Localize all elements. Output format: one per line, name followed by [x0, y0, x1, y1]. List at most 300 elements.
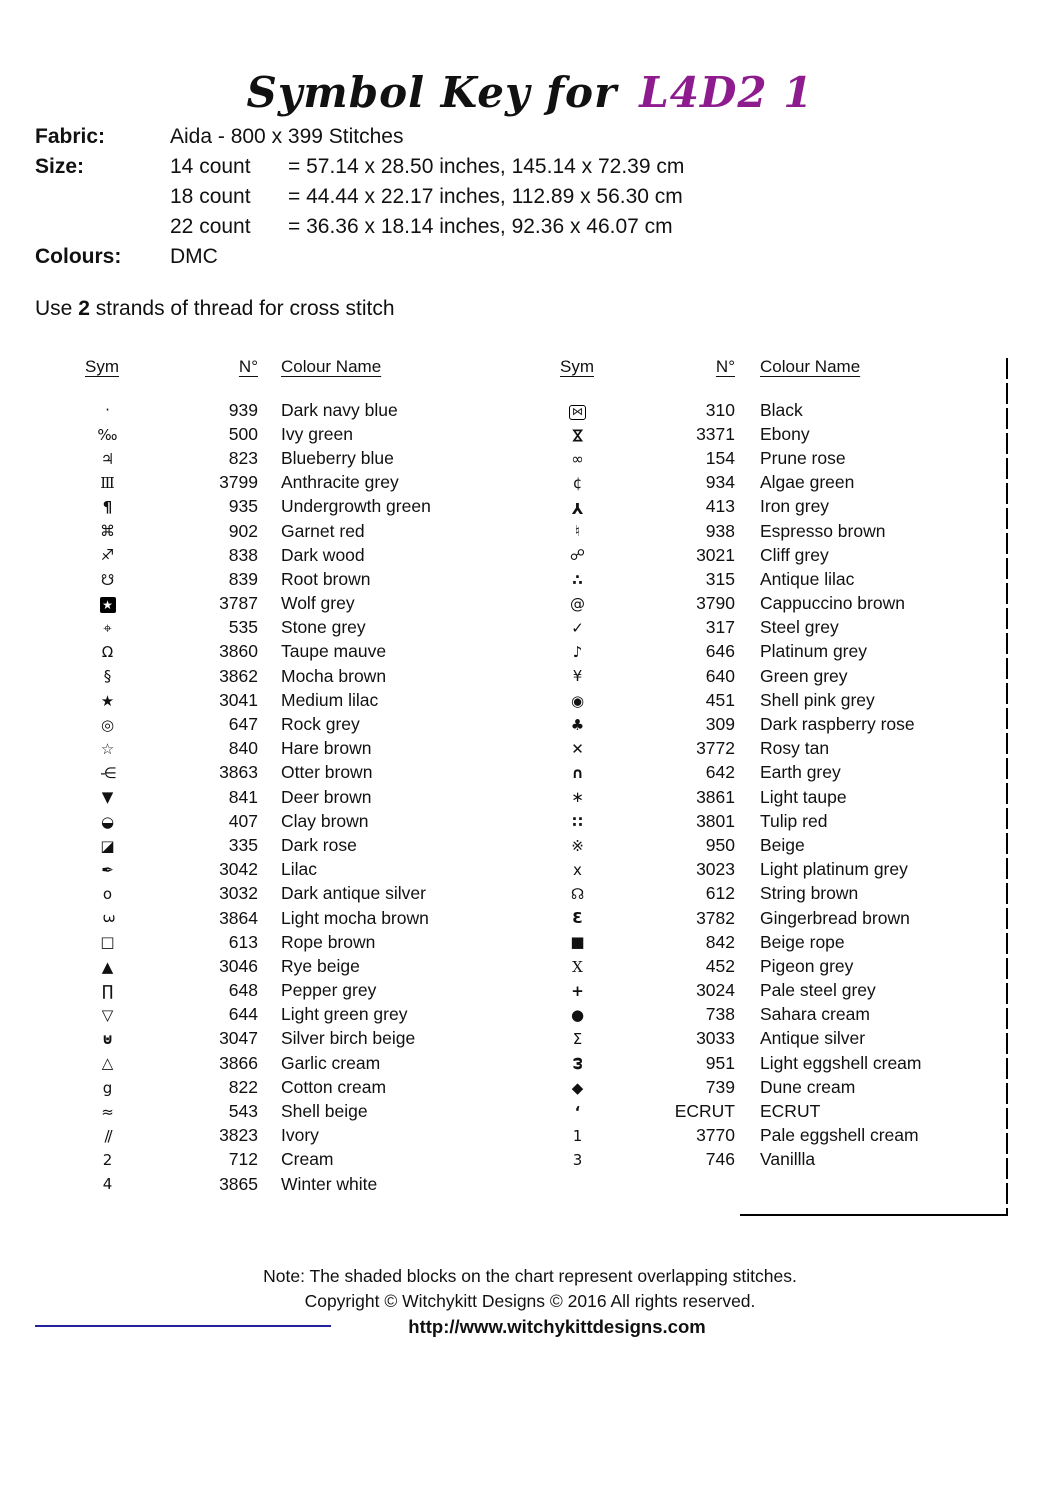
colour-name: Gingerbread brown — [760, 907, 910, 928]
dmc-number: 3862 — [219, 665, 258, 686]
size-row — [35, 212, 684, 242]
header-number: N° — [715, 357, 735, 376]
table-row — [75, 422, 520, 446]
table-row — [75, 833, 520, 857]
colour-name: Blueberry blue — [281, 447, 394, 468]
dmc-number: 646 — [705, 641, 735, 662]
header-sym: Sym — [85, 357, 119, 376]
dmc-number: 938 — [705, 520, 735, 541]
table-row — [550, 1124, 1020, 1148]
table-row — [75, 1003, 520, 1027]
colour-name: Ivory — [281, 1125, 319, 1146]
dmc-number: 3371 — [696, 423, 735, 444]
colour-name: Winter white — [281, 1173, 378, 1194]
dmc-number: 640 — [705, 665, 735, 686]
table-row — [550, 1099, 1020, 1123]
dmc-number: 3866 — [219, 1052, 258, 1073]
header-colour-name: Colour Name — [281, 357, 382, 376]
symbol-glyph: ☆ — [100, 739, 115, 758]
table-row — [75, 1027, 520, 1051]
table-row — [75, 954, 520, 978]
pattern-info — [35, 122, 684, 272]
page-title — [0, 68, 1060, 117]
dmc-number: 823 — [228, 447, 258, 468]
colour-name: Deer brown — [281, 786, 372, 807]
table-row — [550, 1027, 1020, 1051]
table-row — [75, 446, 520, 470]
table-row — [75, 495, 520, 519]
symbol-glyph: o — [102, 885, 113, 904]
symbol-glyph: ■ — [570, 933, 585, 952]
table-row — [75, 712, 520, 736]
symbol-glyph: ※ — [571, 836, 584, 855]
table-row — [75, 737, 520, 761]
dmc-number: 3782 — [696, 907, 735, 928]
dmc-number: 500 — [228, 423, 258, 444]
table-row — [75, 398, 520, 422]
symbol-glyph: ● — [570, 1006, 585, 1025]
table-header — [75, 355, 520, 379]
dmc-number: 839 — [228, 568, 258, 589]
symbol-glyph: ✓ — [571, 619, 584, 638]
dmc-number: 3046 — [219, 955, 258, 976]
table-row — [75, 592, 520, 616]
symbol-glyph: Ⅲ — [100, 473, 115, 492]
colour-name: Cappuccino brown — [760, 593, 905, 614]
symbol-glyph: ✒ — [101, 860, 114, 879]
symbol-glyph: 3 — [98, 914, 117, 924]
colour-name: Clay brown — [281, 810, 369, 831]
colour-name: Light taupe — [760, 786, 847, 807]
dmc-number: 3787 — [219, 593, 258, 614]
symbol-glyph: § — [103, 667, 112, 686]
colour-name: Root brown — [281, 568, 371, 589]
table-row — [75, 858, 520, 882]
size-dims: = 36.36 x 18.14 inches, 92.36 x 46.07 cm — [288, 215, 673, 238]
symbol-glyph: ⌖ — [103, 619, 112, 638]
size-dims: = 44.44 x 22.17 inches, 112.89 x 56.30 cm — [288, 185, 683, 208]
symbol-glyph: ◆ — [571, 1078, 584, 1097]
colour-name: Hare brown — [281, 738, 372, 759]
key-table-left — [75, 355, 520, 1196]
dmc-number: 310 — [705, 399, 735, 420]
symbol-glyph: ∴ — [572, 570, 583, 589]
table-row — [550, 954, 1020, 978]
table-row — [75, 930, 520, 954]
dmc-number: 739 — [705, 1076, 735, 1097]
symbol-glyph: ∩ — [571, 764, 584, 783]
symbol-glyph: X — [572, 957, 583, 976]
colour-name: Algae green — [760, 472, 855, 493]
fabric-label: Fabric: — [35, 125, 106, 148]
symbol-glyph: ≈ — [101, 1102, 114, 1121]
table-row — [550, 785, 1020, 809]
table-row — [550, 1075, 1020, 1099]
colour-name: Black — [760, 399, 803, 420]
symbol-glyph: ⊍ — [101, 1030, 114, 1049]
colour-name: Cliff grey — [760, 544, 829, 565]
table-frame-bottom-border — [740, 1214, 1007, 1216]
symbol-glyph: ⌘ — [100, 522, 115, 541]
colour-name: Rock grey — [281, 714, 360, 735]
symbol-glyph: ♪ — [572, 643, 583, 662]
strands-count: 2 — [78, 297, 90, 320]
colour-name: Dark antique silver — [281, 883, 426, 904]
table-row — [550, 567, 1020, 591]
fabric-row — [35, 122, 684, 152]
table-header — [550, 355, 1020, 379]
colour-name: Dark navy blue — [281, 399, 398, 420]
colour-name: Rosy tan — [760, 738, 830, 759]
size-dims: = 57.14 x 28.50 inches, 145.14 x 72.39 cm — [288, 155, 685, 178]
colour-name: Ebony — [760, 423, 810, 444]
symbol-glyph: ‰ — [97, 425, 118, 444]
table-row — [75, 543, 520, 567]
dmc-number: 3021 — [696, 544, 735, 565]
size-row — [35, 152, 684, 182]
colour-name: Garnet red — [281, 520, 365, 541]
colour-name: Silver birch beige — [281, 1028, 416, 1049]
colour-name: Sahara cream — [760, 1004, 870, 1025]
dmc-number: 154 — [705, 447, 735, 468]
table-row — [75, 1075, 520, 1099]
dmc-number: 3042 — [219, 859, 258, 880]
dmc-number: 935 — [228, 496, 258, 517]
colour-name: Undergrowth green — [281, 496, 431, 517]
strands-pre: Use — [35, 297, 73, 320]
table-row — [550, 737, 1020, 761]
size-line — [170, 152, 684, 182]
symbol-glyph: // — [104, 1126, 111, 1145]
symbol-glyph: Ɛ — [572, 909, 583, 928]
dmc-number: 934 — [705, 472, 735, 493]
symbol-glyph: ♣ — [570, 715, 585, 734]
dmc-number: 3865 — [219, 1173, 258, 1194]
website-url[interactable]: http://www.witchykittdesigns.com — [408, 1316, 706, 1337]
colours-label: Colours: — [35, 245, 122, 268]
table-row — [75, 1148, 520, 1172]
colour-name: Dark rose — [281, 834, 357, 855]
key-table-right — [550, 355, 1020, 1172]
dmc-number: 3041 — [219, 689, 258, 710]
size-line — [170, 212, 684, 242]
symbol-glyph: ☍ — [569, 546, 586, 565]
colour-name: Light eggshell cream — [760, 1052, 922, 1073]
symbol-glyph: 4 — [102, 1175, 113, 1194]
table-row — [550, 858, 1020, 882]
table-row — [75, 882, 520, 906]
colour-name: Taupe mauve — [281, 641, 387, 662]
colour-name: Espresso brown — [760, 520, 886, 541]
table-row — [550, 592, 1020, 616]
dmc-number: 413 — [705, 496, 735, 517]
symbol-glyph: ¶ — [102, 498, 113, 517]
table-row — [550, 446, 1020, 470]
colour-name: Otter brown — [281, 762, 373, 783]
table-row — [550, 1003, 1020, 1027]
strands-note — [35, 297, 395, 321]
dmc-number: 3047 — [219, 1028, 258, 1049]
symbol-glyph: @ — [570, 594, 585, 613]
symbol-glyph: x — [573, 860, 582, 879]
dmc-number: 838 — [228, 544, 258, 565]
colour-name: Light green grey — [281, 1004, 408, 1025]
table-row — [550, 1148, 1020, 1172]
symbol-glyph: g — [102, 1078, 113, 1097]
table-row — [75, 1051, 520, 1075]
shading-note: Note: The shaded blocks on the chart represent overlapping stitches. — [263, 1266, 797, 1286]
dmc-number: 451 — [705, 689, 735, 710]
colours-row — [35, 242, 684, 272]
symbol-glyph: ♐ — [100, 546, 115, 565]
dmc-number: 939 — [228, 399, 258, 420]
table-row — [75, 785, 520, 809]
table-row — [550, 906, 1020, 930]
dmc-number: 3033 — [696, 1028, 735, 1049]
table-row — [75, 664, 520, 688]
colour-name: Anthracite grey — [281, 472, 399, 493]
table-row — [75, 809, 520, 833]
table-row — [75, 640, 520, 664]
table-row — [550, 616, 1020, 640]
table-row — [550, 979, 1020, 1003]
symbol-glyph: ▲ — [101, 957, 114, 976]
dmc-number: 3799 — [219, 472, 258, 493]
symbol-glyph: ⋈ — [569, 427, 587, 443]
colour-name: Iron grey — [760, 496, 830, 517]
table-row — [550, 543, 1020, 567]
table-row — [550, 471, 1020, 495]
dmc-number: 3024 — [696, 980, 735, 1001]
dmc-number: 3772 — [696, 738, 735, 759]
dmc-number: 3023 — [696, 859, 735, 880]
size-row — [35, 182, 684, 212]
dmc-number: 3032 — [219, 883, 258, 904]
size-count: 14 count — [170, 155, 251, 178]
strands-post: strands of thread for cross stitch — [95, 297, 395, 320]
dmc-number: 950 — [705, 834, 735, 855]
table-row — [550, 1051, 1020, 1075]
dmc-number: 3861 — [696, 786, 735, 807]
symbol-glyph: ◒ — [100, 812, 115, 831]
symbol-glyph: ♮ — [574, 522, 581, 541]
symbol-glyph: ¥ — [572, 667, 583, 686]
dmc-number: 335 — [228, 834, 258, 855]
dmc-number: 3864 — [219, 907, 258, 928]
table-row — [75, 471, 520, 495]
dmc-number: 613 — [228, 931, 258, 952]
dmc-number: 842 — [705, 931, 735, 952]
dmc-number: 3770 — [696, 1125, 735, 1146]
symbol-glyph: ‘ — [574, 1102, 581, 1121]
title-name: L4D2 1 — [639, 68, 814, 117]
dmc-number: 3801 — [696, 810, 735, 831]
colour-name: Tulip red — [760, 810, 828, 831]
dmc-number: 309 — [705, 714, 735, 735]
symbol-glyph: 3 — [572, 1151, 583, 1170]
colour-name: Pepper grey — [281, 980, 377, 1001]
key-table-right-body — [550, 398, 1020, 1172]
colour-name: Steel grey — [760, 617, 839, 638]
symbol-glyph: ◎ — [100, 715, 115, 734]
colour-name: Prune rose — [760, 447, 846, 468]
symbol-glyph: ☊ — [570, 885, 585, 904]
colour-name: Vanillla — [760, 1149, 816, 1170]
colour-name: Light platinum grey — [760, 859, 908, 880]
colour-name: Dark raspberry rose — [760, 714, 915, 735]
dmc-number: 535 — [228, 617, 258, 638]
size-line — [170, 182, 684, 212]
table-row — [550, 422, 1020, 446]
table-row — [550, 398, 1020, 422]
colour-name: Platinum grey — [760, 641, 867, 662]
dmc-number: 648 — [228, 980, 258, 1001]
colour-name: Antique silver — [760, 1028, 866, 1049]
dmc-number: 315 — [705, 568, 735, 589]
table-row — [75, 979, 520, 1003]
table-row — [550, 761, 1020, 785]
table-frame-right-border — [1006, 358, 1008, 1216]
table-row — [550, 688, 1020, 712]
colour-name: Rope brown — [281, 931, 376, 952]
dmc-number: 3863 — [219, 762, 258, 783]
dmc-number: 317 — [705, 617, 735, 638]
colour-name: Cream — [281, 1149, 334, 1170]
colour-name: Shell pink grey — [760, 689, 875, 710]
symbol-glyph: ◪ — [100, 836, 115, 855]
symbol-glyph: □ — [100, 933, 115, 952]
dmc-number: 3823 — [219, 1125, 258, 1146]
symbol-glyph: ∗ — [571, 788, 584, 807]
dmc-number: 543 — [228, 1101, 258, 1122]
dmc-number: 644 — [228, 1004, 258, 1025]
table-row — [75, 761, 520, 785]
colour-name: Dark wood — [281, 544, 365, 565]
colour-name: Ivy green — [281, 423, 353, 444]
dmc-number: 746 — [705, 1149, 735, 1170]
colour-name: Garlic cream — [281, 1052, 381, 1073]
colour-name: Stone grey — [281, 617, 366, 638]
colour-name: Beige rope — [760, 931, 845, 952]
dmc-number: 738 — [705, 1004, 735, 1025]
dmc-number: ECRUT — [674, 1101, 735, 1122]
colours-value: DMC — [170, 245, 218, 268]
dmc-number: 3790 — [696, 593, 735, 614]
colour-name: Dune cream — [760, 1076, 856, 1097]
table-row — [550, 809, 1020, 833]
size-count: 22 count — [170, 215, 251, 238]
colour-name: Wolf grey — [281, 593, 355, 614]
table-row — [550, 640, 1020, 664]
dmc-number: 951 — [705, 1052, 735, 1073]
table-row — [75, 616, 520, 640]
dmc-number: 840 — [228, 738, 258, 759]
table-row — [550, 712, 1020, 736]
symbol-glyph: ∏ — [101, 981, 114, 1000]
symbol-glyph: ◉ — [570, 691, 585, 710]
table-row — [75, 906, 520, 930]
header-number: N° — [238, 357, 258, 376]
table-row — [75, 519, 520, 543]
dmc-number: 452 — [705, 955, 735, 976]
colour-name: Pigeon grey — [760, 955, 854, 976]
key-table-left-body — [75, 398, 520, 1196]
table-row — [75, 1124, 520, 1148]
symbol-glyph: ♃ — [100, 449, 115, 468]
table-row — [75, 1099, 520, 1123]
dmc-number: 712 — [228, 1149, 258, 1170]
symbol-glyph: △ — [101, 1054, 114, 1073]
symbol-glyph: ▽ — [101, 1006, 114, 1025]
table-row — [550, 664, 1020, 688]
size-label: Size: — [35, 155, 85, 178]
title-prefix: Symbol Key for — [246, 68, 618, 117]
colour-name: Pale eggshell cream — [760, 1125, 919, 1146]
colour-name: Rye beige — [281, 955, 360, 976]
dmc-number: 822 — [228, 1076, 258, 1097]
symbol-glyph: ▼ — [101, 788, 114, 807]
symbol-glyph: ★ — [100, 597, 116, 613]
table-row — [550, 833, 1020, 857]
colour-name: Lilac — [281, 859, 317, 880]
table-row — [550, 495, 1020, 519]
symbol-glyph: 2 — [102, 1151, 113, 1170]
symbol-glyph: Ω — [101, 643, 114, 662]
symbol-glyph: -∈ — [100, 764, 115, 783]
table-row — [75, 1172, 520, 1196]
dmc-number: 642 — [705, 762, 735, 783]
symbol-glyph: ✕ — [571, 739, 584, 758]
dmc-number: 841 — [228, 786, 258, 807]
colour-name: ECRUT — [760, 1101, 821, 1122]
table-row — [75, 567, 520, 591]
symbol-glyph: + — [571, 981, 584, 1000]
symbol-glyph: Y — [572, 499, 583, 518]
colour-name: Shell beige — [281, 1101, 368, 1122]
symbol-glyph: ∞ — [571, 449, 584, 468]
colour-name: Pale steel grey — [760, 980, 876, 1001]
symbol-glyph: ☋ — [100, 570, 115, 589]
colour-name: Green grey — [760, 665, 848, 686]
colour-name: Earth grey — [760, 762, 841, 783]
colour-name: Light mocha brown — [281, 907, 429, 928]
symbol-glyph: ⋈ — [569, 405, 586, 420]
dmc-number: 612 — [705, 883, 735, 904]
symbol-glyph: ω — [567, 1057, 586, 1071]
table-row — [550, 930, 1020, 954]
header-sym: Sym — [560, 357, 594, 376]
table-row — [75, 688, 520, 712]
header-colour-name: Colour Name — [760, 357, 861, 376]
symbol-glyph: · — [105, 401, 110, 420]
colour-name: Antique lilac — [760, 568, 855, 589]
symbol-glyph: 1 — [572, 1126, 583, 1145]
size-count: 18 count — [170, 185, 251, 208]
symbol-glyph: ¢ — [572, 473, 583, 492]
symbol-glyph: ★ — [100, 691, 115, 710]
table-row — [550, 882, 1020, 906]
dmc-number: 647 — [228, 714, 258, 735]
dmc-number: 902 — [228, 520, 258, 541]
colour-name: Cotton cream — [281, 1076, 387, 1097]
copyright-text: Copyright © Witchykitt Designs © 2016 All rights reserved. — [304, 1291, 756, 1311]
fabric-value: Aida - 800 x 399 Stitches — [170, 125, 404, 148]
colour-name: Mocha brown — [281, 665, 387, 686]
symbol-glyph: Σ — [572, 1030, 583, 1049]
colour-name: Beige — [760, 834, 805, 855]
colour-name: String brown — [760, 883, 859, 904]
symbol-glyph: ∷ — [572, 812, 583, 831]
